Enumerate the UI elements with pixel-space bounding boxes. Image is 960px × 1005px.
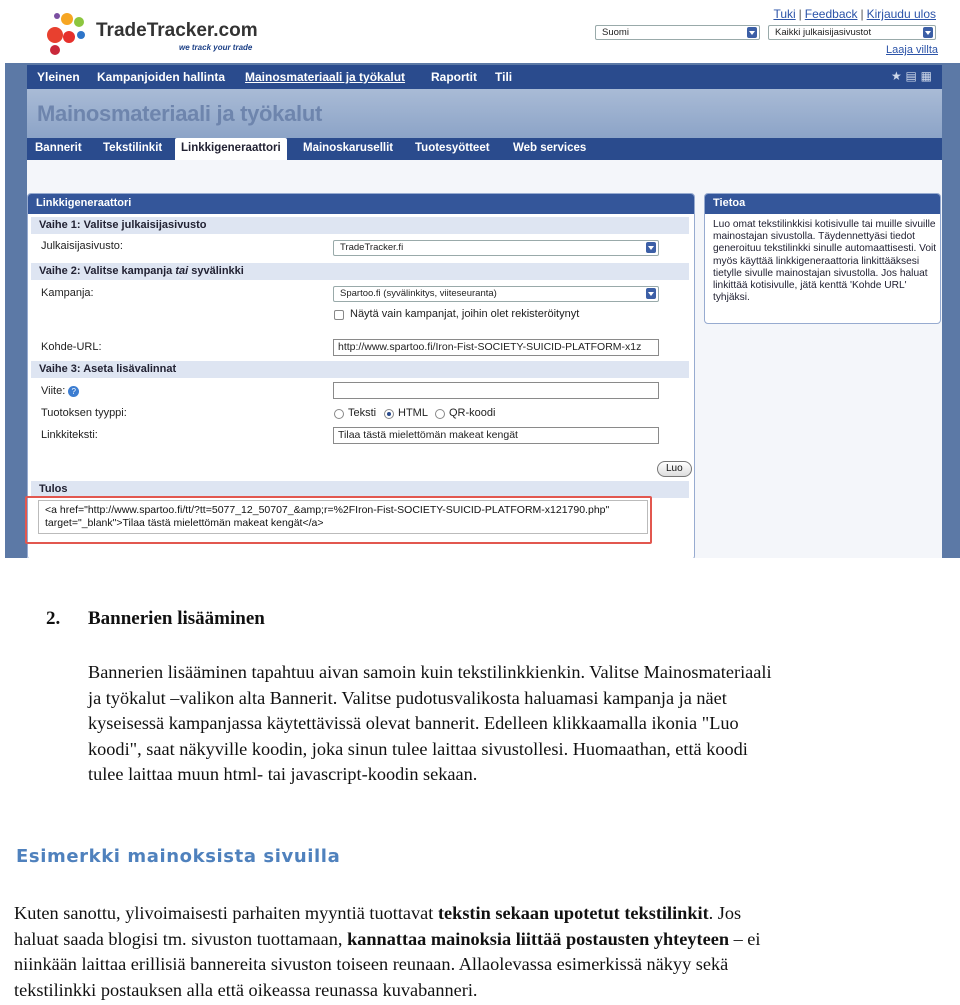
chevron-down-icon bbox=[923, 27, 933, 38]
country-select[interactable] bbox=[595, 25, 760, 40]
result-header: Tulos bbox=[31, 481, 689, 498]
campaign-select[interactable] bbox=[333, 286, 659, 302]
sub-nav bbox=[27, 138, 942, 160]
site-header bbox=[5, 3, 960, 63]
wide-view-link[interactable]: Laaja villta bbox=[886, 44, 938, 56]
step3-header: Vaihe 3: Aseta lisävalinnat bbox=[31, 361, 689, 378]
site-select[interactable] bbox=[333, 240, 659, 256]
para2-line: niinkään laittaa erillisiä bannereita sivuston toiseen reunaan. Allaolevassa esimerkissä näkyy sekä bbox=[14, 954, 729, 974]
nav-item-reports[interactable]: Raportit bbox=[431, 70, 477, 84]
nav-item-account[interactable]: Tili bbox=[495, 70, 513, 84]
para2-text: haluat saada blogisi tm. sivuston tuottamaan, bbox=[14, 928, 348, 949]
para2-bold: kannattaa mainoksia liittää postausten yhteyteen bbox=[347, 928, 729, 949]
paragraph-banners bbox=[88, 660, 958, 788]
para2-line: tekstilinkki postauksen alla että oikeassa reunassa kuvabanneri. bbox=[14, 979, 478, 1000]
radio-html[interactable] bbox=[384, 409, 394, 419]
para1-line: Bannerien lisääminen tapahtuu aivan samoin kuin tekstilinkkienkin. Valitse Mainosmateriaali bbox=[88, 662, 772, 682]
site-select-value: TradeTracker.fi bbox=[340, 242, 404, 253]
output-type-label: Tuotoksen tyyppi: bbox=[41, 407, 127, 419]
help-icon[interactable]: ? bbox=[68, 386, 79, 397]
chevron-down-icon bbox=[747, 27, 757, 38]
para2-text: . Jos bbox=[708, 903, 742, 923]
para1-line: ja työkalut –valikon alta Bannerit. Valitse pudotusvalikosta haluamasi kampanja ja näet bbox=[88, 687, 727, 708]
nav-item-materials[interactable]: Mainosmateriaali ja työkalut bbox=[245, 70, 406, 84]
result-line-1: <a href="http://www.spartoo.fi/tt/?tt=5077_12_50707_&amp;r=%2FIron-Fist-SOCIETY-SUICID-PLATFORM-x121790.php" bbox=[45, 504, 610, 516]
top-links: Tuki | Feedback | Kirjaudu ulos bbox=[773, 7, 936, 21]
step2-italic: tai bbox=[175, 265, 189, 277]
embedded-screenshot bbox=[5, 3, 960, 558]
section-title: Bannerien lisääminen bbox=[88, 608, 265, 629]
examples-subheading: Esimerkki mainoksista sivuilla bbox=[16, 846, 341, 867]
para1-line: koodi", saat näkyville koodin, joka sinun tulee laittaa sivustollesi. Huomaathan, että koodi bbox=[88, 738, 748, 759]
paragraph-examples bbox=[14, 901, 960, 1003]
radio-html-label: HTML bbox=[398, 407, 428, 419]
tab-web-services[interactable]: Web services bbox=[513, 142, 587, 154]
only-registered-checkbox[interactable] bbox=[334, 310, 344, 320]
logo-tagline: we track your trade bbox=[179, 43, 253, 52]
tab-banners[interactable]: Bannerit bbox=[35, 142, 82, 154]
tab-carousels[interactable]: Mainoskarusellit bbox=[303, 142, 394, 154]
logo-text: TradeTracker.com bbox=[96, 20, 258, 41]
radio-text-label: Teksti bbox=[348, 407, 377, 419]
link-text-label: Linkkiteksti: bbox=[41, 429, 98, 441]
para2-bold: tekstin sekaan upotetut tekstilinkit bbox=[437, 903, 709, 923]
info-panel bbox=[704, 193, 941, 324]
campaign-select-value: Spartoo.fi (syvälinkitys, viiteseuranta) bbox=[340, 288, 497, 299]
site-label: Julkaisijasivusto: bbox=[41, 240, 123, 252]
publisher-select[interactable] bbox=[768, 25, 936, 40]
logo-dots-icon bbox=[41, 9, 93, 57]
only-registered-label: Näytä vain kampanjat, joihin olet rekisteröitynyt bbox=[350, 308, 580, 320]
tab-product-feeds[interactable]: Tuotesyötteet bbox=[415, 142, 490, 154]
para2-line bbox=[14, 901, 960, 927]
info-text: Luo omat tekstilinkkisi kotisivulle tai muille sivuille mainostajan sivustolla. Täydennettyäsi tiedot generoituu tekstilinkki sinulle automaattisesti. Voit myös käyttää linkkigeneraattoria linkittääksesi tietylle sivulle mainostajan sivustolla. Jos haluat linkittää kotisivulle, jätä kenttä 'Kohde URL' tyhjäksi. bbox=[713, 219, 937, 304]
chevron-down-icon bbox=[646, 242, 656, 253]
step1-header: Vaihe 1: Valitse julkaisijasivusto bbox=[31, 217, 689, 234]
tradetracker-logo[interactable] bbox=[41, 7, 281, 59]
feedback-link[interactable]: Feedback bbox=[804, 7, 858, 21]
country-select-value: Suomi bbox=[602, 27, 629, 38]
reference-input[interactable] bbox=[333, 382, 659, 399]
info-title: Tietoa bbox=[705, 194, 940, 214]
tab-text-links[interactable]: Tekstilinkit bbox=[103, 142, 163, 154]
panel-title: Linkkigeneraattori bbox=[28, 194, 694, 214]
main-nav bbox=[27, 65, 942, 89]
para2-text: Kuten sanottu, ylivoimaisesti parhaiten myyntiä tuottavat bbox=[14, 903, 438, 923]
reference-label-text: Viite: bbox=[41, 385, 66, 397]
target-url-input[interactable]: http://www.spartoo.fi/Iron-Fist-SOCIETY-SUICID-PLATFORM-x1z bbox=[333, 339, 659, 356]
radio-text[interactable] bbox=[334, 409, 344, 419]
para2-text: – ei bbox=[729, 928, 761, 949]
nav-item-general[interactable]: Yleinen bbox=[37, 70, 80, 84]
radio-qr[interactable] bbox=[435, 409, 445, 419]
nav-item-campaigns[interactable]: Kampanjoiden hallinta bbox=[97, 70, 226, 84]
para1-line: tulee laittaa muun html- tai javascript-koodin sekaan. bbox=[88, 764, 478, 784]
target-url-label: Kohde-URL: bbox=[41, 341, 102, 353]
highlight-box bbox=[25, 496, 652, 544]
create-button[interactable]: Luo bbox=[657, 461, 692, 477]
tab-link-generator[interactable]: Linkkigeneraattori bbox=[175, 138, 287, 160]
logout-link[interactable]: Kirjaudu ulos bbox=[866, 7, 936, 21]
link-text-input[interactable]: Tilaa tästä mielettömän makeat kengät bbox=[333, 427, 659, 444]
publisher-select-value: Kaikki julkaisijasivustot bbox=[775, 27, 872, 38]
step2-header bbox=[31, 263, 689, 280]
step2-prefix: Vaihe 2: Valitse kampanja bbox=[39, 265, 176, 277]
radio-qr-label: QR-koodi bbox=[449, 407, 496, 419]
chevron-down-icon bbox=[646, 288, 656, 299]
para1-line: kyseisessä kampanjassa käytettävissä olevat bannerit. Edelleen klikkaamalla ikonia "Luo bbox=[88, 713, 739, 733]
section-number: 2. bbox=[46, 608, 61, 629]
page-banner bbox=[27, 89, 942, 141]
reference-label bbox=[41, 385, 79, 397]
step2-suffix: syvälinkki bbox=[188, 265, 244, 277]
support-link[interactable]: Tuki bbox=[773, 7, 796, 21]
content-area bbox=[27, 160, 942, 558]
page-title: Mainosmateriaali ja työkalut bbox=[37, 101, 323, 126]
section-heading bbox=[46, 608, 265, 630]
campaign-label: Kampanja: bbox=[41, 287, 94, 299]
para2-line bbox=[14, 927, 960, 953]
result-line-2: target="_blank">Tilaa tästä mielettömän makeat kengät</a> bbox=[45, 517, 324, 529]
nav-tool-icons[interactable]: ★ ▤ ▦ bbox=[890, 69, 932, 83]
